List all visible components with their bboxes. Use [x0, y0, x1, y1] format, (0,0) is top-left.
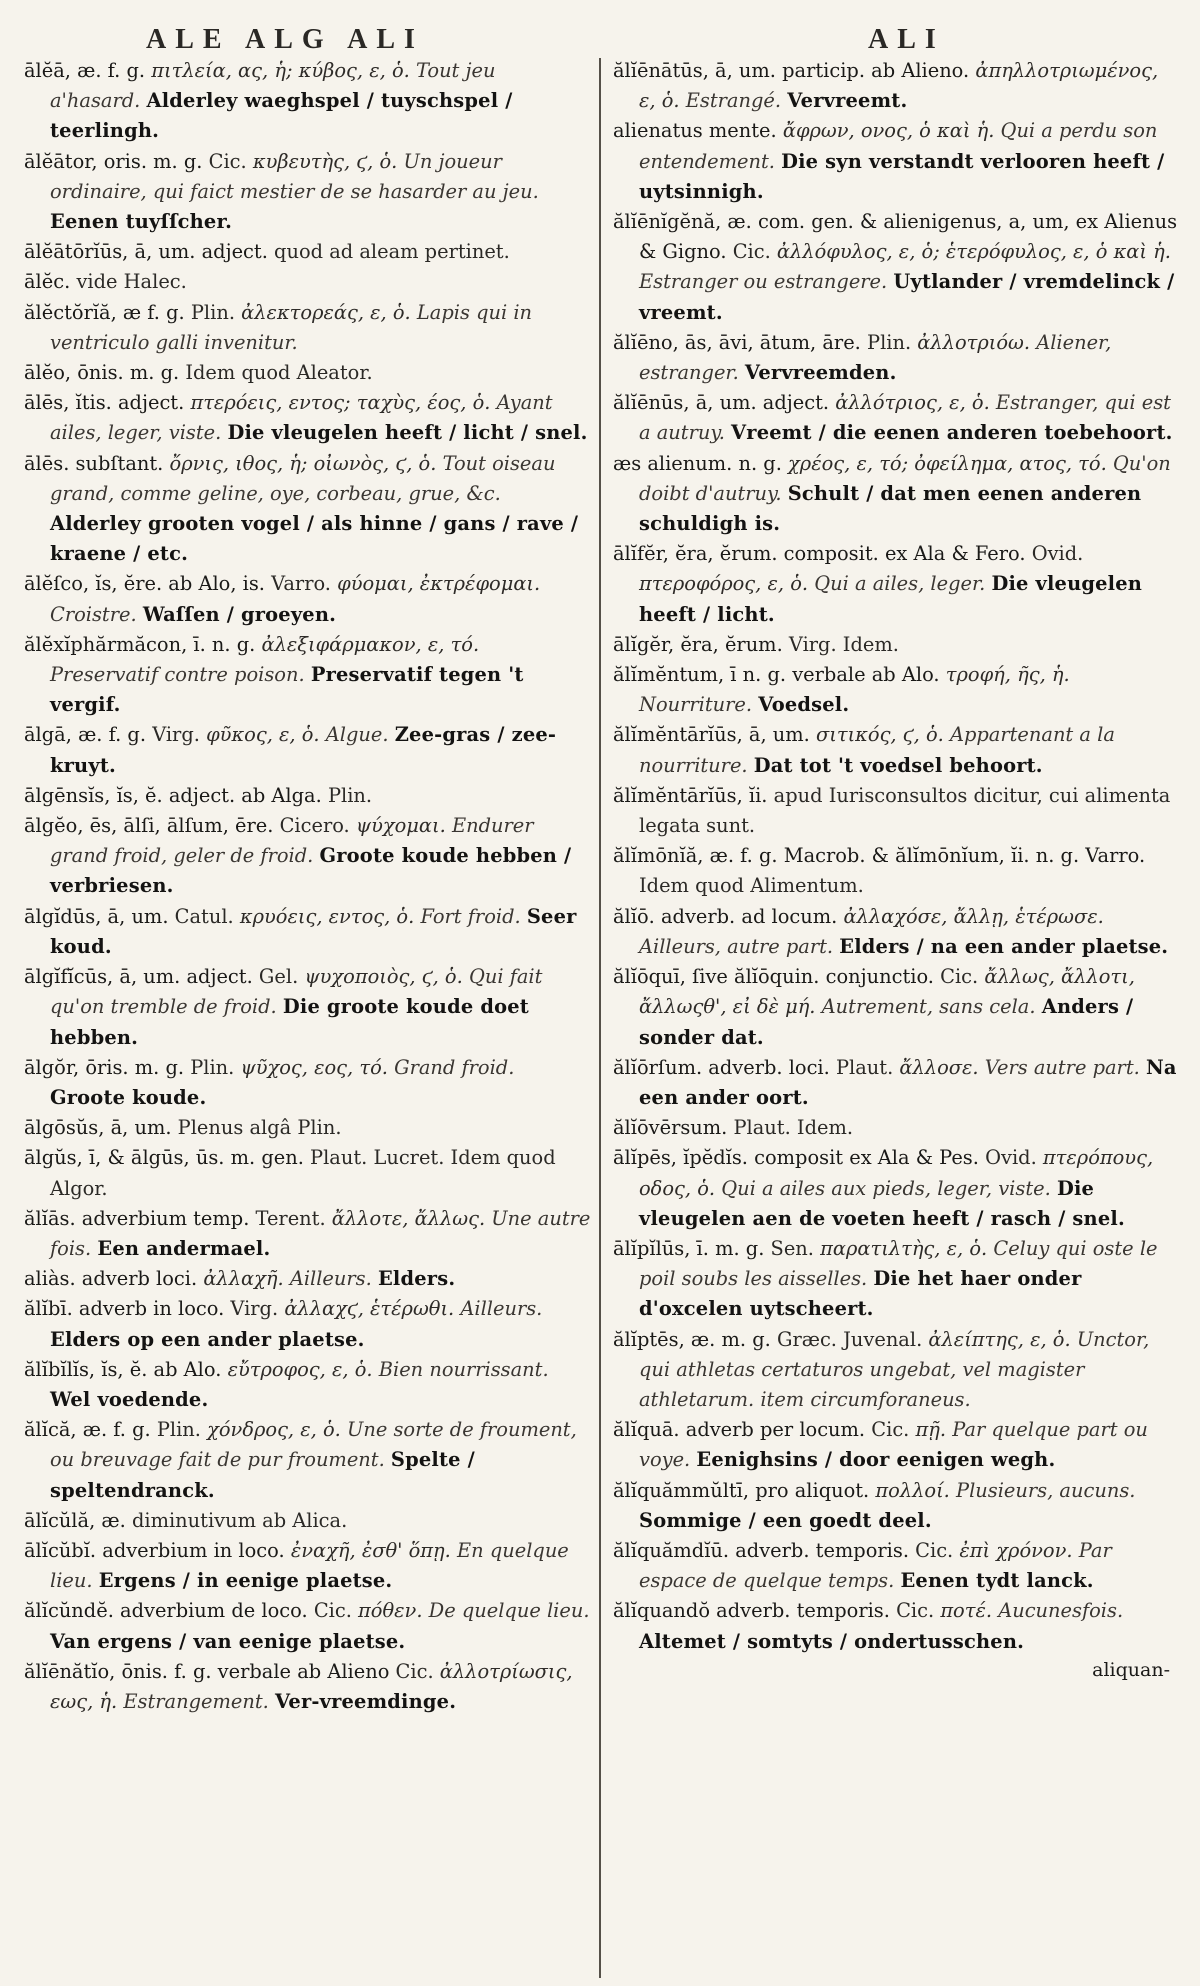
entry-french: Par espace de quelque temps.: [639, 1538, 1112, 1593]
entry-french: Qu'on doibt d'autruy.: [639, 451, 1171, 505]
entry-lemma: aliàs. adverb loci.: [24, 1267, 198, 1291]
dictionary-entry: [613, 539, 1180, 630]
entry-dutch: Vreemt / die eenen anderen toebehoort.: [731, 421, 1173, 445]
entry-french: Une autre fois.: [50, 1206, 591, 1260]
entry-latin: Plenus algâ Plin.: [177, 1116, 342, 1140]
entry-dutch: Voedsel.: [758, 693, 850, 717]
entry-greek: ἄφρων, ονος, ὁ καὶ ἡ.: [782, 119, 995, 143]
dictionary-entry: [24, 298, 591, 358]
entry-lemma: ălĭmĕntārĭūs, ĭi.: [613, 783, 768, 807]
entry-greek: χόνδρος, ε, ὁ.: [207, 1418, 341, 1442]
entry-dutch: Eenighsins / door eenigen wegh.: [696, 1448, 1056, 1472]
entry-lemma: ālĭpĭlūs, ī. m. g.: [613, 1236, 765, 1260]
entry-french: Qui a perdu son entendement.: [639, 119, 1158, 173]
entry-dutch: Vervreemt.: [787, 89, 908, 113]
entry-dutch: Groote koude hebben / verbriesen.: [50, 844, 572, 898]
entry-latin: Cic.: [395, 1659, 434, 1683]
entry-lemma: ālgōsŭs, ā, um.: [24, 1116, 172, 1140]
dictionary-entry: [24, 1143, 591, 1203]
dictionary-entry: [613, 962, 1180, 1053]
dictionary-entry: [613, 630, 1180, 660]
dictionary-entry: [613, 449, 1180, 540]
dictionary-entry: [24, 1113, 591, 1143]
entry-latin: Cic.: [896, 1599, 935, 1623]
entry-lemma: ălĭquandŏ adverb. temporis.: [613, 1599, 890, 1623]
header-right: ALI: [868, 24, 945, 55]
entry-dutch: Die vleugelen aen de voeten heeft / rasch / snel.: [639, 1176, 1125, 1230]
entry-french: Estranger ou estrangere.: [639, 270, 888, 294]
entry-lemma: ălĭmōnĭă, æ. f. g. Macrob. & ălĭmōnĭum, ĭi. n. g. Varro.: [613, 844, 1146, 868]
entry-lemma: ālĕā, æ. f. g.: [24, 59, 146, 82]
entry-greek: πιτλεία, ας, ἡ; κύβος, ε, ὁ.: [151, 59, 410, 82]
entry-dutch: Dat tot 't voedsel behoort.: [753, 753, 1043, 777]
dictionary-entry: [24, 1355, 591, 1415]
entry-dutch: Elders.: [377, 1267, 456, 1291]
entry-greek: ψυχοποιὸς, ϛ, ὁ.: [304, 965, 463, 989]
entry-greek: ἄλλως, ἄλλοτι, ἄλλωςθ', εἰ δὲ μή.: [639, 965, 1135, 1019]
entry-lemma: ālgŭs, ī, & ālgūs, ūs. m. gen.: [24, 1146, 304, 1170]
entry-french: Ailleurs.: [460, 1297, 543, 1321]
entry-greek: ἀλλοτρίωσις, εως, ἡ.: [50, 1659, 573, 1713]
entry-latin: Plin.: [156, 1418, 201, 1442]
entry-lemma: ălĭēnĭgĕnă, æ. com. gen. & alienigenus, a, um, ex Alienus & Gigno.: [613, 210, 1178, 264]
entry-french: En quelque lieu.: [50, 1538, 569, 1593]
entry-french: Ailleurs.: [289, 1267, 372, 1291]
entry-dutch: Elders / na een ander plaetse.: [839, 934, 1169, 958]
entry-lemma: ālēs, ĭtis. adject.: [24, 391, 185, 415]
entry-lemma: ălĭōrſum. adverb. loci.: [613, 1055, 830, 1079]
dictionary-entry: [24, 902, 591, 962]
dictionary-entry: [613, 328, 1180, 388]
entry-dutch: Spelte / speltendranck.: [50, 1448, 475, 1502]
entry-latin: Cicero.: [279, 814, 350, 838]
entry-dutch: Een andermael.: [97, 1236, 271, 1260]
entry-dutch: Die groote koude doet hebben.: [50, 995, 529, 1049]
entry-french: Qui a ailes, leger.: [814, 572, 986, 596]
entry-greek: ἀλλαχόσε, ἄλλῃ, ἑτέρωσε.: [843, 904, 1104, 928]
dictionary-entry: [613, 660, 1180, 720]
dictionary-entry: [24, 267, 591, 297]
entry-latin: Cic.: [915, 1538, 954, 1562]
entry-french: Une sorte de froument, ou breuvage fait de pur froument.: [50, 1418, 577, 1472]
entry-lemma: ălĭmĕntārĭūs, ā, um.: [613, 723, 810, 747]
entry-latin: Virg. Idem.: [788, 632, 899, 656]
entry-latin: Gel.: [258, 965, 299, 989]
entry-latin: Cic.: [940, 965, 979, 989]
entry-lemma: ălĕctŏrĭă, æ f. g.: [24, 300, 185, 324]
entry-lemma: ālĕc.: [24, 270, 71, 294]
entry-latin: Cic.: [313, 1599, 352, 1623]
entry-lemma: ālēs. subſtant.: [24, 451, 164, 475]
entry-dutch: Ver-vreemdinge.: [274, 1689, 457, 1713]
dictionary-entry: [24, 630, 591, 721]
entry-greek: φύομαι, ἐκτρέφομαι.: [337, 572, 541, 596]
entry-dutch: Die het haer onder d'oxcelen uytscheert.: [639, 1267, 1082, 1321]
dictionary-entry: [613, 1053, 1180, 1113]
entry-dutch: Vervreemden.: [744, 361, 897, 385]
entry-lemma: ālgĭdūs, ā, um.: [24, 904, 169, 928]
entry-greek: χρέος, ε, τό; ὀφείλημα, ατος, τό.: [788, 451, 1107, 475]
entry-french: Par quelque part ou voye.: [639, 1418, 1148, 1472]
entry-dutch: Altemet / somtyts / ondertusschen.: [639, 1629, 1025, 1653]
entry-french: Preservatif contre poison.: [50, 663, 305, 687]
dictionary-entry: [24, 388, 591, 448]
entry-lemma: ălĭcă, æ. f. g.: [24, 1418, 151, 1442]
entry-french: Qui fait qu'on tremble de froid.: [50, 965, 543, 1019]
entry-greek: ἀλείπτης, ε, ὁ.: [928, 1327, 1071, 1351]
entry-lemma: ălĭō. adverb. ad locum.: [613, 904, 838, 928]
entry-lemma: ălĭcŭndĕ. adverbium de loco.: [24, 1599, 308, 1623]
entry-latin: Plin.: [190, 300, 235, 324]
dictionary-entry: [613, 1596, 1180, 1656]
dictionary-entry: [24, 1204, 591, 1264]
entry-lemma: ălĭbĭlĭs, ĭs, ĕ. ab Alo.: [24, 1357, 222, 1381]
dictionary-entry: [613, 781, 1180, 841]
entry-lemma: ālgĕo, ēs, ālſi, ālſum, ēre.: [24, 814, 274, 838]
entry-dutch: Elders op een ander plaetse.: [50, 1327, 365, 1351]
entry-lemma: ālgĭfĭcūs, ā, um. adject.: [24, 965, 253, 989]
entry-dutch: Die vleugelen heeft / licht.: [639, 572, 1143, 626]
entry-lemma: ālgēnsĭs, ĭs, ĕ. adject. ab Alga.: [24, 783, 322, 807]
entry-dutch: Waſſen / groeyen.: [142, 602, 337, 626]
entry-latin: Idem quod Aleator.: [185, 361, 373, 385]
dictionary-entry: [24, 1506, 591, 1536]
entry-lemma: ălĭquămdĭū. adverb. temporis.: [613, 1538, 909, 1562]
dictionary-entry: [24, 1294, 591, 1354]
entry-greek: πῇ.: [915, 1418, 947, 1442]
dictionary-entry: [613, 1113, 1180, 1143]
dictionary-entry: [613, 388, 1180, 448]
entry-lemma: ălĕxĭphărmăcon, ī. n. g.: [24, 632, 256, 656]
entry-french: Lapis qui in ventriculo galli invenitur.: [50, 300, 533, 354]
entry-french: Qui a ailes aux pieds, leger, viste.: [721, 1176, 1051, 1200]
entry-french: De quelque lieu.: [428, 1599, 590, 1623]
entry-latin: Plaut.: [835, 1055, 894, 1079]
entry-latin: Sen.: [770, 1236, 814, 1260]
dictionary-entry: [24, 358, 591, 388]
entry-latin: Ovid.: [1031, 542, 1084, 566]
running-header: [14, 18, 1186, 56]
entry-dutch: Eenen tydt lanck.: [900, 1569, 1094, 1593]
entry-dutch: Van ergens / van eenige plaetse.: [50, 1629, 406, 1653]
dictionary-entry: [613, 1536, 1180, 1596]
dictionary-entry: [24, 56, 591, 147]
entry-latin: diminutivum ab Alica.: [131, 1508, 348, 1532]
dictionary-entry: [24, 147, 591, 238]
entry-french: Grand froid.: [394, 1055, 515, 1079]
dictionary-entry: [613, 720, 1180, 780]
entry-french: Algue.: [325, 723, 389, 747]
entry-french: Vers autre part.: [984, 1055, 1140, 1079]
entry-lemma: ălĭēno, ās, āvi, ātum, āre.: [613, 330, 861, 354]
entry-greek: εὔτροφος, ε, ὁ.: [227, 1357, 373, 1381]
entry-french: Bien nourrissant.: [378, 1357, 549, 1381]
entry-latin: Cic.: [871, 1418, 910, 1442]
entry-dutch: Die vleugelen heeft / licht / snel.: [227, 421, 588, 445]
entry-lemma: ālĕātor, oris. m. g.: [24, 149, 203, 173]
entry-lemma: ālgŏr, ōris. m. g.: [24, 1055, 185, 1079]
entry-lemma: æs alienum. n. g.: [613, 451, 782, 475]
entry-lemma: ălĭquā. adverb per locum.: [613, 1418, 866, 1442]
entry-french: Celuy qui oste le poil soubs les aisselles.: [639, 1236, 1158, 1291]
entry-french: Un joueur ordinaire, qui faict mestier de se hasarder au jeu.: [50, 149, 539, 203]
entry-lemma: ălĭbī. adverb in loco.: [24, 1297, 225, 1321]
dictionary-entry: [24, 1053, 591, 1113]
entry-greek: πτερόπους, οδος, ὁ.: [639, 1146, 1154, 1200]
entry-latin: vide Halec.: [76, 270, 187, 294]
entry-greek: ἀλλότριος, ε, ὁ.: [835, 391, 990, 415]
entry-greek: κυβευτὴς, ϛ, ὁ.: [252, 149, 398, 173]
entry-lemma: ālgā, æ. f. g.: [24, 723, 147, 747]
dictionary-entry: [613, 841, 1180, 901]
entry-lemma: ălĭptēs, æ. m. g.: [613, 1327, 771, 1351]
entry-latin: Ovid.: [985, 1146, 1037, 1170]
entry-french: Ayant ailes, leger, viste.: [50, 391, 553, 445]
entry-latin: Græc. Juvenal.: [776, 1327, 923, 1351]
entry-french: Aucunesfois.: [998, 1599, 1124, 1623]
entry-dutch: Seer koud.: [50, 904, 577, 958]
left-column: [14, 56, 599, 1986]
entry-latin: Idem quod Alimentum.: [639, 874, 864, 898]
entry-latin: Terent.: [255, 1206, 326, 1230]
dictionary-entry: [613, 902, 1180, 962]
entry-greek: πτερόεις, εντος; ταχὺς, έος, ὁ.: [190, 391, 491, 415]
entry-latin: Catul.: [174, 904, 234, 928]
entry-dutch: Groote koude.: [50, 1085, 207, 1109]
entry-dutch: Uytlander / vremdelinck / vreemt.: [639, 270, 1175, 324]
right-column: [601, 56, 1186, 1986]
entry-latin: Plin.: [867, 330, 912, 354]
dictionary-entry: [613, 1143, 1180, 1234]
entry-greek: τροφή, ῆς, ἡ.: [945, 663, 1070, 687]
entry-latin: Plaut. Lucret. Idem quod Algor.: [50, 1146, 556, 1200]
entry-greek: ὄρνις, ιθος, ἡ; οἰωνὸς, ϛ, ὁ.: [169, 451, 437, 475]
entry-dutch: Na een ander oort.: [639, 1055, 1177, 1109]
entry-greek: πτεροφόρος, ε, ὁ.: [639, 572, 809, 596]
entry-greek: ἄλλοσε.: [899, 1055, 979, 1079]
entry-greek: ἄλλοτε, ἄλλως.: [331, 1206, 486, 1230]
entry-lemma: ālĕſco, ĭs, ĕre. ab Alo, is.: [24, 572, 265, 596]
entry-latin: Varro.: [271, 572, 331, 596]
entry-greek: πολλοί.: [875, 1478, 950, 1502]
dictionary-entry: [24, 720, 591, 780]
header-left: ALE ALG ALI: [146, 24, 424, 55]
entry-lemma: ălĭquămmŭltī, pro aliquot.: [613, 1478, 870, 1502]
entry-lemma: ālĭgĕr, ĕra, ĕrum.: [613, 632, 783, 656]
dictionary-entry: [613, 1476, 1180, 1536]
entry-greek: ψῦχος, εος, τό.: [240, 1055, 388, 1079]
dictionary-entry: [24, 962, 591, 1053]
dictionary-entry: [24, 781, 591, 811]
entry-lemma: ălĭēnātūs, ā, um. particip. ab Alieno.: [613, 59, 970, 82]
entry-greek: ἀλλαχῆ.: [203, 1267, 284, 1291]
entry-french: Aliener, estranger.: [639, 330, 1112, 385]
entry-lemma: ālĭfĕr, ĕra, ĕrum. composit. ex Ala & Fero.: [613, 542, 1026, 566]
dictionary-entry: [24, 1415, 591, 1506]
dictionary-entry: [613, 207, 1180, 328]
dictionary-entry: [613, 56, 1180, 116]
entry-latin: Cic.: [732, 240, 771, 264]
entry-french: Estrangement.: [123, 1689, 269, 1713]
entry-greek: ἀλλαχϛ, ἑτέρωθι.: [284, 1297, 455, 1321]
entry-greek: ψύχομαι.: [355, 814, 446, 838]
entry-lemma: ālĕātōrĭūs, ā, um. adject.: [24, 240, 268, 264]
entry-greek: πόθεν.: [358, 1599, 423, 1623]
entry-french: Appartenant a la nourriture.: [639, 723, 1115, 777]
entry-greek: σιτικός, ϛ, ὁ.: [816, 723, 944, 747]
entry-latin: apud Iurisconsultos dicitur, cui alimenta legata sunt.: [639, 783, 1171, 838]
entry-french: Tout jeu a'hasard.: [50, 59, 496, 113]
entry-latin: Virg.: [230, 1297, 279, 1321]
dictionary-entry: [24, 569, 591, 629]
columns: [14, 56, 1186, 1986]
entry-greek: ἀλεκτορεάς, ε, ὁ.: [241, 300, 411, 324]
entry-dutch: Zee-gras / zee-kruyt.: [50, 723, 557, 777]
entry-french: Unctor, qui athletas certaturos ungebat, vel magister athletarum. item circumforaneus.: [639, 1327, 1150, 1411]
catchword: aliquan-: [1092, 1658, 1170, 1681]
entry-dutch: Wel voedende.: [50, 1387, 209, 1411]
entry-dutch: Alderley grooten vogel / als hinne / gans / rave / kraene / etc.: [50, 512, 579, 566]
entry-greek: ἀλεξιφάρμακον, ε, τό.: [261, 632, 480, 656]
entry-french: Nourriture.: [639, 693, 753, 717]
dictionary-entry: [613, 1325, 1180, 1416]
entry-latin: Virg.: [152, 723, 200, 747]
entry-lemma: ālĭpēs, ĭpĕdĭs. composit ex Ala & Pes.: [613, 1146, 979, 1170]
dictionary-entry: [24, 1264, 591, 1294]
entry-dutch: Die syn verstandt verlooren heeft / uytsinnigh.: [639, 149, 1165, 203]
entry-greek: ἐπὶ χρόνον.: [959, 1538, 1073, 1562]
entry-french: Estrangé.: [685, 89, 782, 113]
dictionary-entry: [24, 1596, 591, 1656]
entry-greek: κρυόεις, εντος, ὁ.: [239, 904, 415, 928]
entry-lemma: alienatus mente.: [613, 119, 777, 143]
entry-french: Tout oiseau grand, comme geline, oye, corbeau, grue, &c.: [50, 451, 556, 505]
entry-greek: παρατιλτὴς, ε, ὁ.: [820, 1236, 988, 1260]
dictionary-entry: [24, 1657, 591, 1717]
dictionary-entry: [24, 1536, 591, 1596]
entry-dutch: Anders / sonder dat.: [639, 995, 1134, 1049]
entry-dutch: Eenen tuyſſcher.: [50, 210, 233, 234]
entry-french: Estranger, qui est a autruy.: [639, 391, 1171, 445]
dictionary-entry: [24, 237, 591, 267]
entry-lemma: ālĕo, ōnis. m. g.: [24, 361, 180, 385]
entry-french: Fort froid.: [420, 904, 521, 928]
entry-greek: ἐναχῆ, ἐσθ' ὅπῃ.: [290, 1538, 451, 1562]
entry-greek: ἀλλοτριόω.: [917, 330, 1031, 354]
entry-lemma: ălĭōvērsum.: [613, 1116, 728, 1140]
entry-lemma: ălĭmĕntum, ī n. g. verbale ab Alo.: [613, 663, 940, 687]
entry-lemma: ălĭēnătĭo, ōnis. f. g. verbale ab Alieno: [24, 1659, 390, 1683]
entry-latin: Plin.: [190, 1055, 235, 1079]
entry-latin: quod ad aleam pertinet.: [274, 240, 510, 264]
entry-french: Ailleurs, autre part.: [639, 934, 834, 958]
entry-french: Plusieurs, aucuns.: [956, 1478, 1136, 1502]
entry-french: Croistre.: [50, 602, 137, 626]
dictionary-entry: [24, 811, 591, 902]
dictionary-entry: [613, 116, 1180, 207]
dictionary-entry: [24, 449, 591, 570]
entry-dutch: Preservatif tegen 't vergif.: [50, 663, 524, 717]
entry-dutch: Alderley waeghspel / tuyschspel / teerlingh.: [50, 89, 513, 143]
entry-greek: ἀπηλλοτριωμένος, ε, ὁ.: [639, 59, 1159, 113]
entry-dutch: Ergens / in eenige plaetse.: [98, 1569, 393, 1593]
entry-dutch: Schult / dat men eenen anderen schuldigh is.: [639, 481, 1142, 536]
entry-greek: ποτέ.: [940, 1599, 993, 1623]
entry-french: Autrement, sans cela.: [821, 995, 1036, 1019]
entry-dutch: Sommige / een goedt deel.: [639, 1508, 932, 1532]
entry-lemma: ălĭōquī, ſive ălĭōquin. conjunctio.: [613, 965, 934, 989]
entry-latin: Plin.: [327, 783, 373, 807]
entry-greek: φῦκος, ε, ὁ.: [206, 723, 320, 747]
dictionary-entry: [613, 1415, 1180, 1475]
entry-greek: ἀλλόφυλος, ε, ὁ; ἑτερόφυλος, ε, ὁ καὶ ἡ.: [776, 240, 1171, 264]
entry-french: Endurer grand froid, geler de froid.: [50, 814, 534, 868]
entry-latin: Cic.: [208, 149, 247, 173]
entry-lemma: ālĭcŭbĭ. adverbium in loco.: [24, 1538, 285, 1562]
entry-lemma: ālĭcŭlă, æ.: [24, 1508, 126, 1532]
dictionary-entry: [613, 1234, 1180, 1325]
entry-latin: Plaut. Idem.: [733, 1116, 854, 1140]
entry-lemma: ălĭēnūs, ā, um. adject.: [613, 391, 830, 415]
entry-lemma: ălĭās. adverbium temp.: [24, 1206, 250, 1230]
